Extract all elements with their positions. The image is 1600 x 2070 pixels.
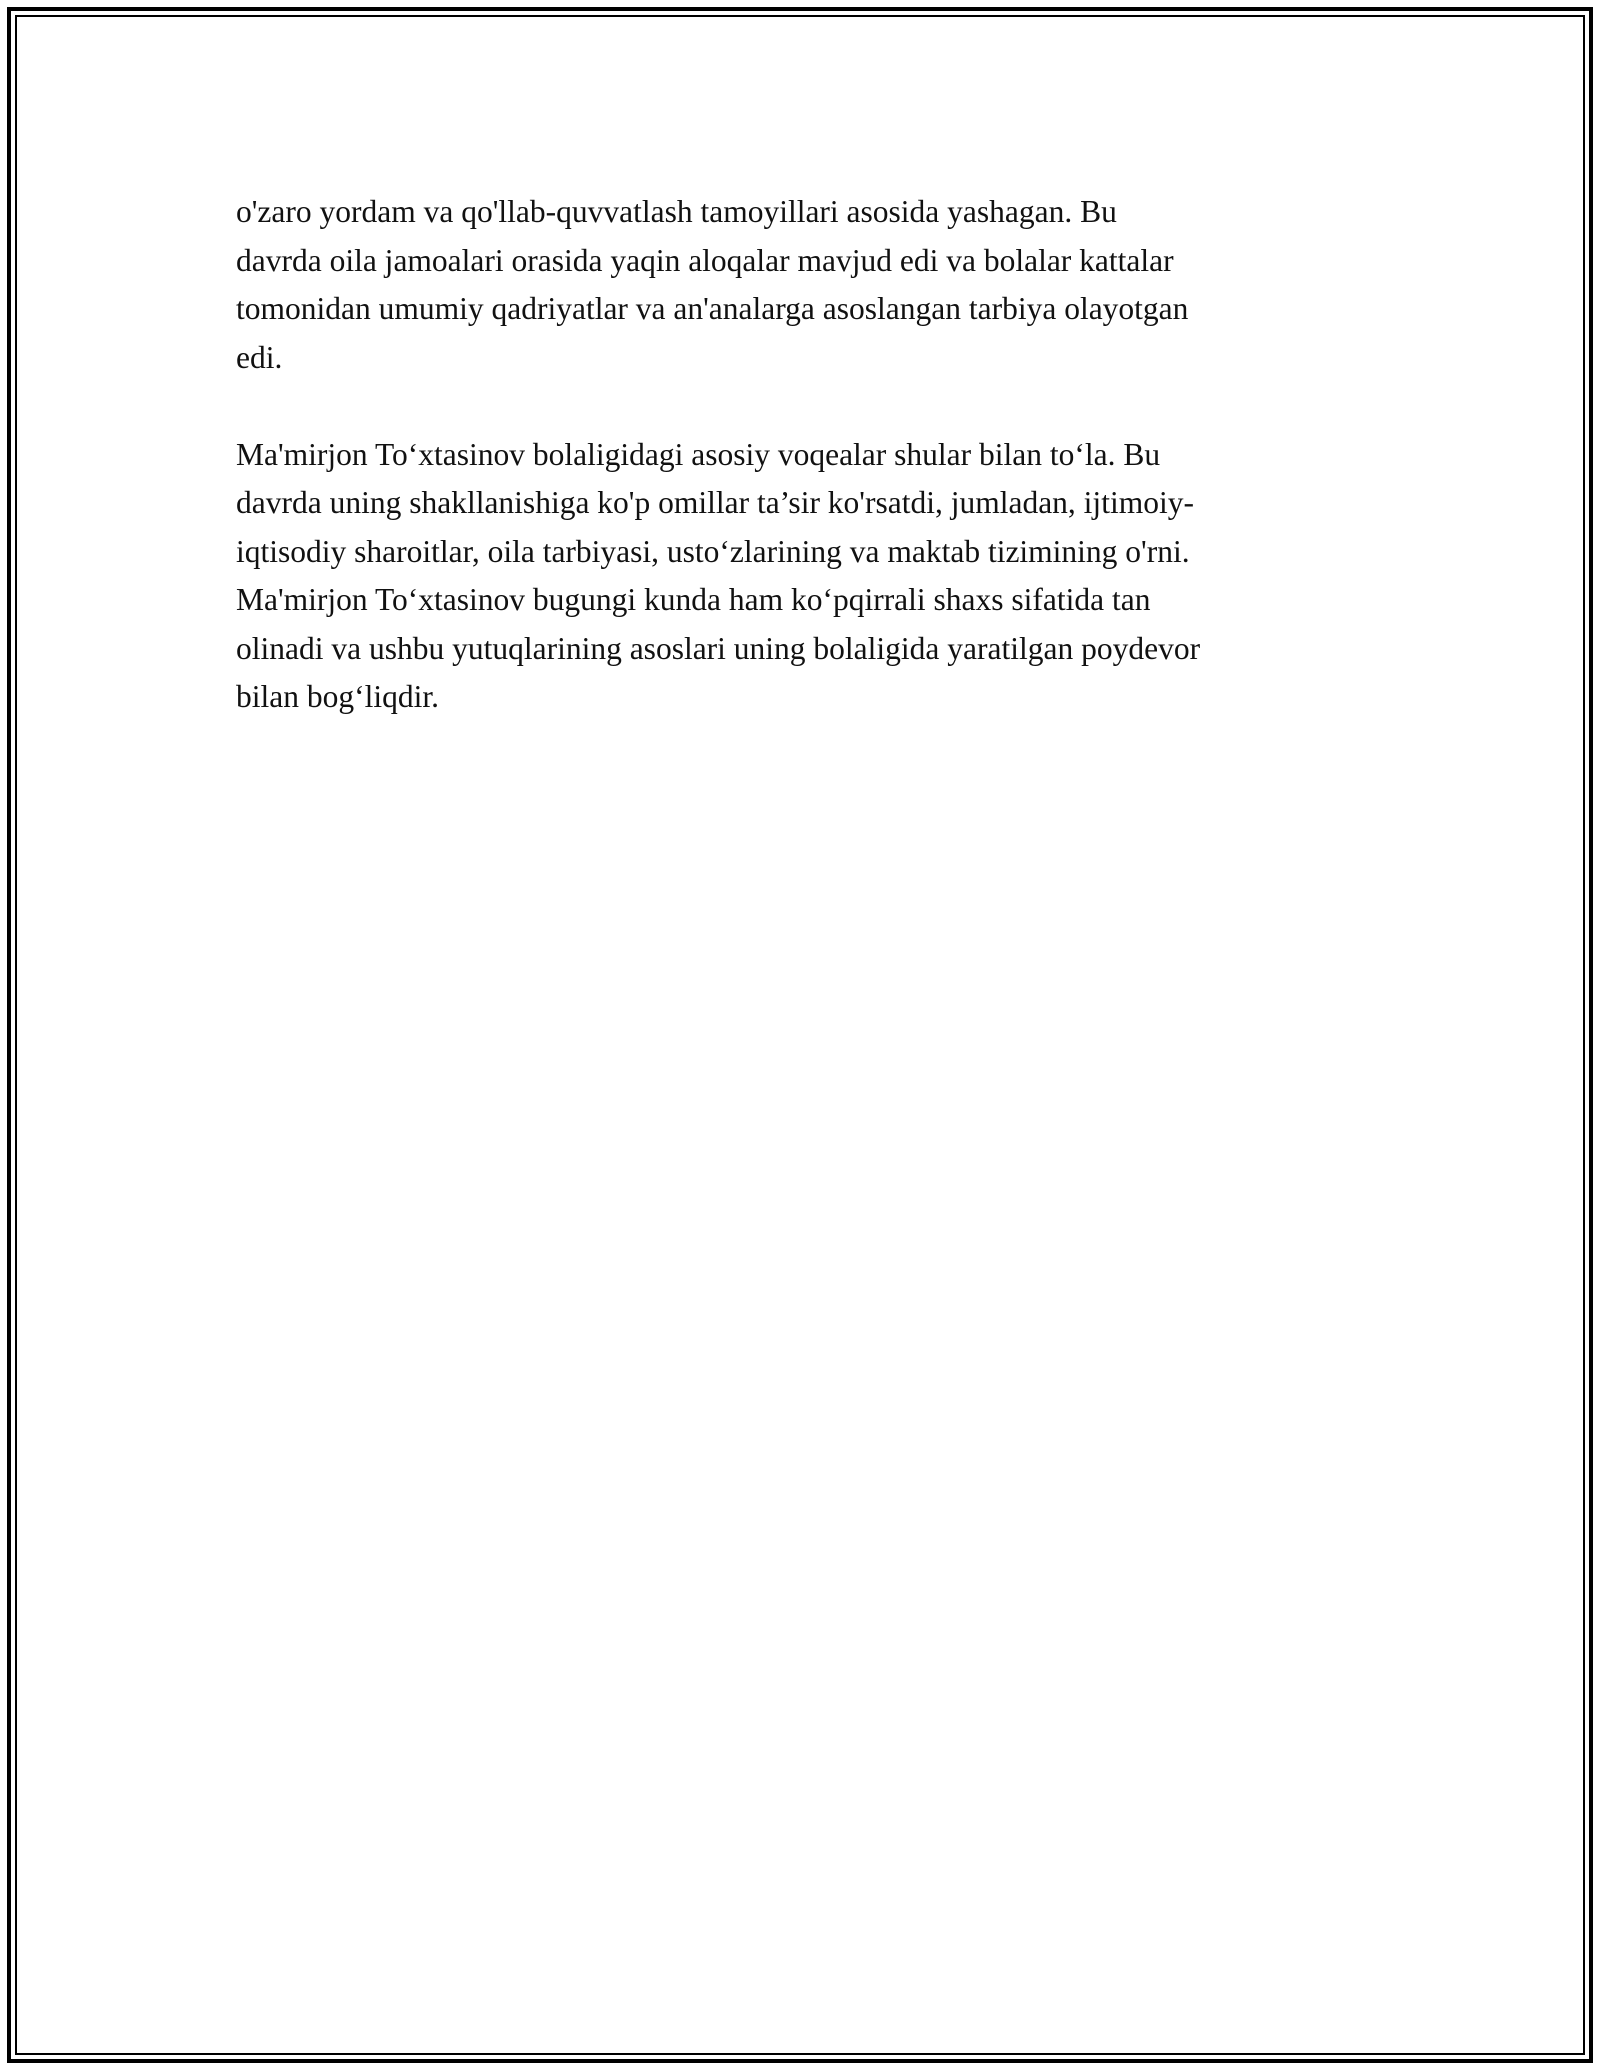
paragraph-1: o'zaro yordam va qo'llab-quvvatlash tamoyillari asosida yashagan. Bu davrda oila jamoalari orasida yaqin aloqalar mavjud edi va bolalar kattalar tomonidan umumiy qadriyatlar va an'analarga asoslangan tarbiya olayotgan edi. [236, 194, 1189, 375]
paragraph-2: Ma'mirjon To‘xtasinov bolaligidagi asosiy voqealar shular bilan to‘la. Bu davrda uning shakllanishiga ko'p omillar ta’sir ko'rsatdi, jumladan, ijtimoiy- iqtisodiy sharoitlar, oila tarbiyasi, usto‘zlarining va maktab tizimining o'rni. Ma'mirjon To‘xtasinov bugungi kunda ham ko‘pqirrali shaxs sifatida tan olinadi va ushbu yutuqlarining asoslari uning bolaligida yaratilgan poydevor bilan bog‘liqdir. [236, 436, 1201, 714]
document-body [236, 188, 1376, 770]
